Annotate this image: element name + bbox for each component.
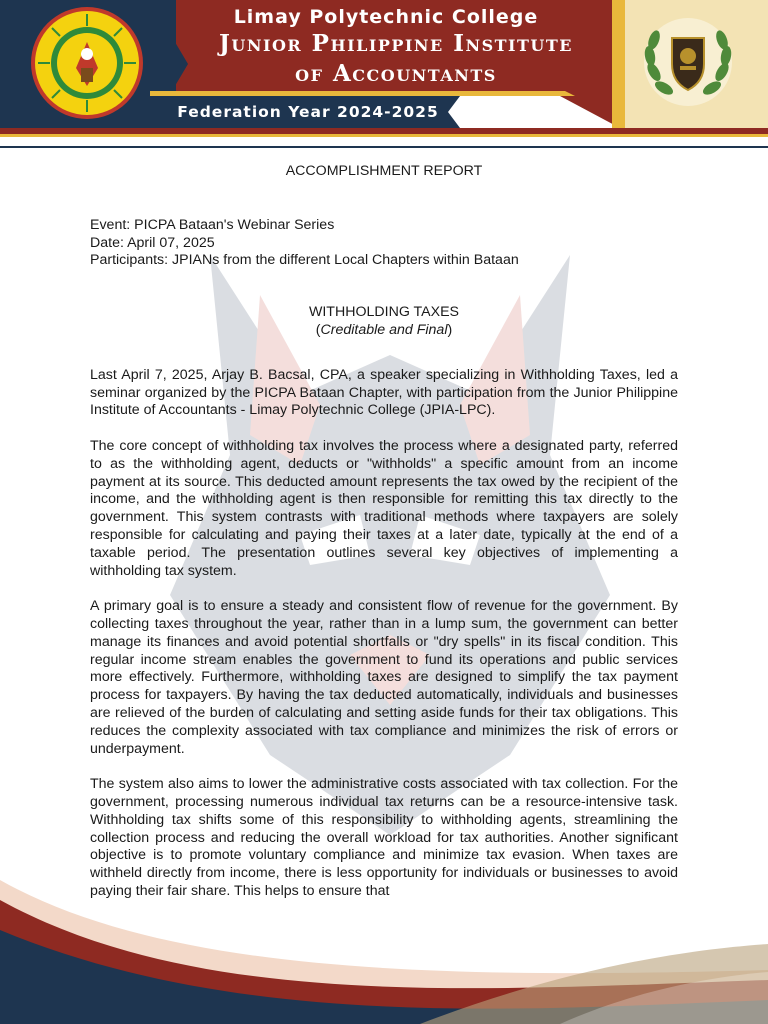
organization-name-line-1: Junior Philippine Institute — [219, 30, 573, 57]
limay-polytechnic-college-seal-icon — [30, 6, 144, 120]
paren-open: ( — [315, 321, 321, 338]
topic-subtitle-text: Creditable and Final — [320, 321, 448, 338]
event-details — [90, 217, 678, 270]
participants-line: Participants: JPIANs from the different Local Chapters within Bataan — [90, 252, 519, 269]
federation-year: Federation Year 2024-2025 — [177, 103, 439, 121]
topic-title: WITHHOLDING TAXES — [308, 304, 460, 321]
report-title: ACCOMPLISHMENT REPORT — [285, 163, 483, 179]
paren-close: ) — [447, 321, 453, 338]
report-body — [90, 163, 678, 918]
paragraph-revenue-goal: A primary goal is to ensure a steady and consistent flow of revenue for the government. By collecting taxes throughout the year, rather than in a lump sum, the government can better manage its finances and avoid potential shortfalls or "dry spells" in its fiscal condition. This regular income stream enables the government to fund its operations and public services more effectively. Furthermore, withholding taxes are designed to simplify the tax payment process for taxpayers. By having the tax deducted automatically, individuals and businesses are relieved of the burden of calculating and setting aside funds for their tax obligations. This reduces the complexity associated with tax compliance and minimizes the risk of errors or underpayment. — [90, 598, 678, 757]
paragraph-core-concept: The core concept of withholding tax involves the process where a designated party, referred to as the withholding agent, deducts or "withholds" a specific amount from an income payment at its source. This deducted amount represents the tax owed by the recipient of the income, and the withholding agent is then responsible for remitting this tax directly to the government. This system contrasts with traditional methods where taxpayers are solely responsible for calculating and paying their taxes at a later date, typically at the end of a taxable period. The presentation outlines several key objectives of implementing a withholding tax system. — [90, 437, 678, 579]
event-line: Event: PICPA Bataan's Webinar Series — [90, 216, 335, 233]
college-name: Limay Polytechnic College — [233, 6, 539, 28]
topic-subtitle — [90, 322, 678, 340]
paragraph-intro: Last April 7, 2025, Arjay B. Bacsal, CPA, a speaker specializing in Withholding Taxes, led a seminar organized by the PICPA Bataan Chapter, with participation from the Junior Philippine Institute of Accountants - Limay Polytechnic College (JPIA-LPC). — [90, 366, 678, 419]
organization-name-line-2: of Accountants — [295, 60, 497, 87]
header-divider — [0, 146, 768, 148]
date-line: Date: April 07, 2025 — [90, 234, 215, 251]
letterhead — [0, 0, 768, 150]
jpia-laurel-crest-icon — [636, 12, 740, 112]
paragraph-admin-costs: The system also aims to lower the administrative costs associated with tax collection. For the government, processing numerous individual tax returns can be a resource-intensive task. Withholding tax shifts some of this responsibility to withholding agents, streamlining the collection process and reducing the overall workload for tax authorities. Another significant objective is to promote voluntary compliance and minimize tax evasion. When taxes are withheld directly from income, there is less opportunity for individuals or businesses to avoid paying their fair share. This helps to ensure that — [90, 776, 678, 899]
